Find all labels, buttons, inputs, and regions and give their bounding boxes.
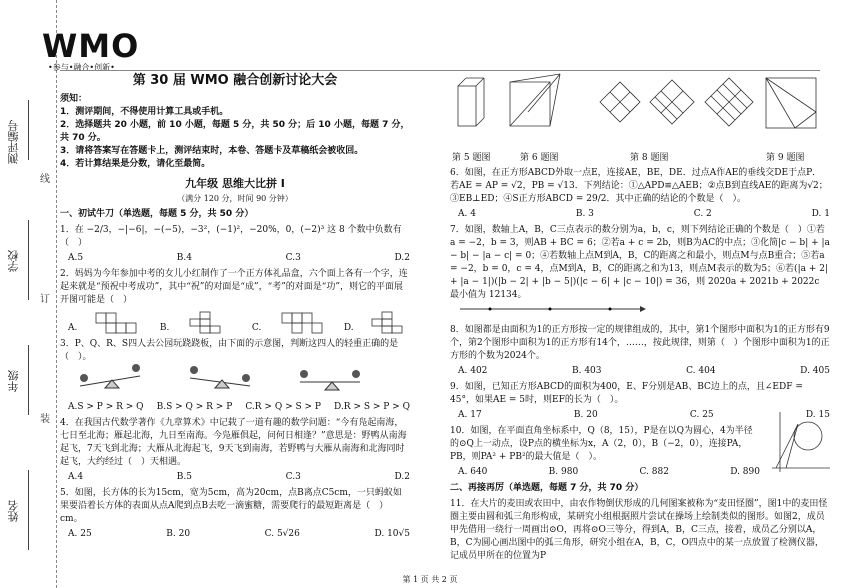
option: A. 4 xyxy=(458,209,476,219)
note: 2．选择题共 20 小题，前 10 小题，每题 5 分，共 50 分；后 10 小题，每题 7 分，共 70 分。 xyxy=(60,120,410,143)
label-id: 测评编号 xyxy=(7,120,20,164)
seesaw-illustration xyxy=(60,364,400,394)
option: A. xyxy=(68,323,78,333)
fig-caption: 第 5 题图 xyxy=(452,153,491,163)
option: C. 25 xyxy=(689,410,714,420)
fill-line xyxy=(28,470,29,550)
question-2: 2．妈妈为今年参加中考的女儿小红制作了一个正方体礼品盒，六个面上各有一个字，连起来就是“预祝中考成功”，其中“祝”的对面是“成”，“考”的对面是“功”，则它的平面展开图可能是（ ） A. B. C. D. xyxy=(60,268,410,335)
note: 1．测评期间，不得使用计算工具或手机。 xyxy=(60,107,229,117)
fill-line xyxy=(28,220,29,300)
notes xyxy=(60,93,410,171)
note: 3．请将答案写在答题卡上，测评结束时，本卷、答题卡及草稿纸会被收回。 xyxy=(60,146,364,156)
option: C. 5√26 xyxy=(264,529,300,539)
option: C.3 xyxy=(285,253,301,263)
note: 4．若计算结果是分数，请化至最简。 xyxy=(60,159,211,169)
option: B. 403 xyxy=(572,366,602,376)
question-4: 4．在我国古代数学著作《九章算术》中记载了一道有趣的数学问题：“今有凫起南海，七日至北海；雁起北海，九日至南海。今凫雁俱起，问何日相逢？”意思是：野鸭从南海起飞，7天飞到北海；大雁从北海起飞，9天飞到南海，若野鸭与大雁从南海和北海同时起飞，大约经过（ ）天相遇。 A.4 B.5 C.3 D.2 xyxy=(60,418,410,482)
option: C.3 xyxy=(285,472,301,482)
notes-heading: 须知： xyxy=(60,94,88,104)
right-column xyxy=(450,164,830,566)
option: D. 1 xyxy=(811,209,830,219)
option: A.4 xyxy=(68,472,84,482)
option: C. xyxy=(251,323,262,333)
section-heading: 二、再接再厉（单选题，每题 7 分，共 70 分） xyxy=(450,483,644,493)
option: B. xyxy=(159,323,170,333)
fill-line xyxy=(28,345,29,415)
binding-margin xyxy=(0,0,57,588)
left-column xyxy=(60,70,410,544)
score-info: （满分 120 分，时间 90 分钟） xyxy=(177,194,293,203)
option: B.5 xyxy=(176,472,192,482)
figure-strip xyxy=(450,72,830,138)
exam-title: 第 30 届 WMO 融合创新讨论大会 xyxy=(132,73,338,88)
section-heading: 一、初试牛刀（单选题，每题 5 分，共 50 分） xyxy=(60,209,254,219)
fig-caption: 第 6 题图 xyxy=(520,153,559,163)
option: D.2 xyxy=(394,253,410,263)
wmo-logo: WMO xyxy=(42,27,140,65)
cut-mark: 线 xyxy=(40,174,50,185)
net-diagram-a xyxy=(94,311,144,335)
logo-slogan: •参与•融合•创新• xyxy=(48,63,115,72)
option: A.5 xyxy=(68,253,84,263)
option: D. 10√5 xyxy=(374,529,410,539)
option: A. 402 xyxy=(458,366,488,376)
fill-line xyxy=(28,100,29,160)
question-10: 10．如图，在平面直角坐标系中，Q（8，15），P是在以Q为圆心，4为半径的⊙Q上一动点，设P点的横坐标为x，A（2，0），B（−2，0），连接PA，PB，则PA² + PB²的最大值是（ ）。 A. 640 B. 980 C. 882 D. 890 xyxy=(450,426,760,477)
option: D.2 xyxy=(394,472,410,482)
option: D. 15 xyxy=(805,410,830,420)
option: D. 405 xyxy=(800,366,830,376)
grade-title: 九年级 思维大比拼 Ⅰ xyxy=(185,177,285,190)
question-5: 5．如图，长方体的长为15cm，宽为5cm，高为20cm，点B离点C5cm，一只蚂蚁如果要沿着长方体的表面从点A爬到点B去吃一滴蜜糖，需要爬行的最短距离是（ ）cm。 A. 25 B. 20 C. 5√26 D. 10√5 xyxy=(60,488,410,539)
option: B. 980 xyxy=(548,467,579,477)
option: A. 25 xyxy=(68,529,92,539)
fig-caption: 第 8 题图 xyxy=(630,153,669,163)
option: A. 17 xyxy=(458,410,482,420)
cut-mark: 订 xyxy=(40,294,50,305)
question-9: 9．如图，已知正方形ABCD的面积为400，E、F分别是AB、BC边上的点，且∠EDF = 45°，如果AE = 5时，则EF的长为（ ）。 A. 17 B. 20 C. 25 D. 15 xyxy=(450,382,830,420)
question-7: 7．如图，数轴上A，B，C三点表示的数分别为a，b，c，则下列结论正确的个数是（ ）①若a = −2，b = 3，则AB + BC = 6；②若a + c = 2b，则B为AC的中点；③化简|c − b| + |a − b| − |a − c| = 0；④若数轴上点M到A，B，C的距离之和最小，则点M与点B重合；⑤若a = −2，b = 0，c = 4，点M到A，B，C的距离之和为13，则点M表示的数为5；⑥若(|a + 2| + |a − 1|)(|b − 2| + |b − 5|)(|c − 6| + |c − 10|) = 36，则 2020a + 2021b + 2022c 最小值为 12134。 xyxy=(450,224,830,321)
question-1: 1．在 −2/3，−|−6|，−(−5)，−3²，(−1)²，−20%，0，(−2)³ 这 8 个数中负数有（ ） A.5 B.4 C.3 D.2 xyxy=(60,225,410,263)
option: D. xyxy=(343,323,354,333)
option: B.S > Q > R > P xyxy=(156,402,233,412)
option: C. 2 xyxy=(693,209,712,219)
option: A. 640 xyxy=(458,467,488,477)
option: C. 882 xyxy=(639,467,669,477)
option: B. 20 xyxy=(166,529,191,539)
coordinate-figure xyxy=(768,410,832,474)
net-diagram-b xyxy=(186,311,236,335)
number-line xyxy=(450,302,650,316)
cut-mark: 装 xyxy=(40,414,50,425)
option: C. 404 xyxy=(686,366,716,376)
option: C.R > Q > S > P xyxy=(245,402,321,412)
option: B. 20 xyxy=(573,410,598,420)
question-3: 3．P、Q、R、S四人去公园玩跷跷板，由下面的示意图，判断这四人的轻重正确的是（ ）。 A.S > P > R > Q B.S > Q > R > P C.R > Q > S > P D.R > S > P > Q xyxy=(60,339,410,412)
option: B.4 xyxy=(176,253,192,263)
question-8: 8．如图都是由面积为1的正方形按一定的规律组成的，其中，第1个图形中面积为1的正方形有9个，第2个图形中面积为1的正方形有14个，……，按此规律，则第（ ）个图形中面积为1的正方形的个数为2024个。 A. 402 B. 403 C. 404 D. 405 xyxy=(450,325,830,376)
question-11: 11．在大片的麦田或农田中，由农作物倒伏形成的几何图案被称为“麦田怪圈”，图1中的麦田怪圈主要由圆和弧三角形构成，某研究小组根据照片尝试在操场上绘制类似的图形。如图2，成员甲先借用一绕行一周画出⊙O，再将⊙O三等分，得到A，B，C三点，接着，成员乙分别以A，B，C为圆心画出图中的弧三角形，研究小组在A，B，C，O四点中的某一点放置了检测仪器，记成员甲所在的位置为P xyxy=(450,499,828,561)
option: D.R > S > P > Q xyxy=(334,402,410,412)
net-diagram-c xyxy=(278,311,328,335)
option: A.S > P > R > Q xyxy=(68,402,144,412)
fig-caption: 第 9 题图 xyxy=(766,153,805,163)
page-footer: 第 1 页 共 2 页 xyxy=(402,575,458,584)
label-school: 学校 xyxy=(7,250,20,272)
option: B. 3 xyxy=(575,209,594,219)
option: D. 890 xyxy=(730,467,760,477)
net-diagram-d xyxy=(370,311,410,335)
question-6: 6．如图，在正方形ABCD外取一点E，连接AE，BE，DE．过点A作AE的垂线交DE于点P．若AE = AP = √2，PB = √13．下列结论：①△APD≌△AEB；②点B到直线AE的距离为√2；③EB⊥ED；④S正方形ABCD = 29/2．其中正确的结论的个数是（ ）。 A. 4 B. 3 C. 2 D. 1 xyxy=(450,168,830,219)
label-grade: 年级 xyxy=(7,370,20,392)
label-name: 姓名 xyxy=(7,500,20,522)
